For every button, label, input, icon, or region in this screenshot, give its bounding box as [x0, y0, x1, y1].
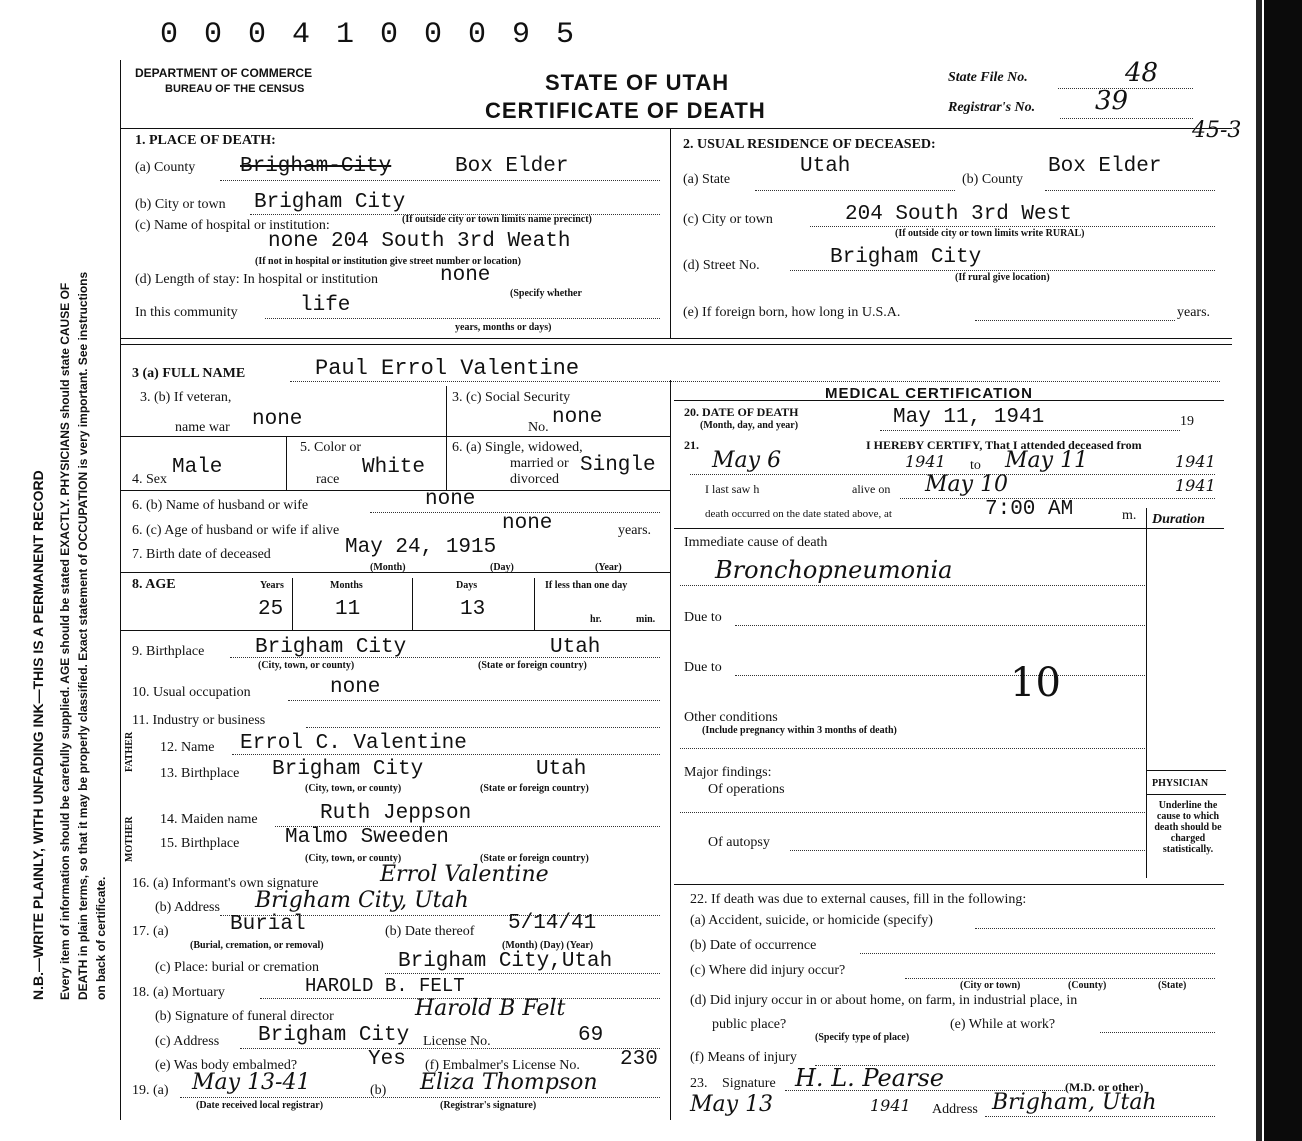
registrar-no-value: 39: [1095, 86, 1129, 116]
lastsaw-label: I last saw h: [705, 482, 760, 496]
burial-value: Burial: [230, 913, 306, 936]
mother-city-note: (City, town, or county): [305, 853, 402, 864]
scan-edge-dark: [1264, 0, 1302, 1141]
stay-value: none: [440, 264, 491, 287]
race-label: race: [316, 472, 340, 487]
father-name-value: Errol C. Valentine: [240, 732, 467, 755]
physician-address-value: Brigham, Utah: [992, 1090, 1157, 1115]
marital-label: 6. (a) Single, widowed,: [452, 440, 583, 455]
father-state-note: (State or foreign country): [480, 783, 589, 794]
external-causes-label: 22. If death was due to external causes, fill in the following:: [690, 892, 1027, 907]
hospital-note-2: (If not in hospital or institution give street number or location): [255, 256, 521, 267]
attend-from-year: 1941: [905, 452, 946, 471]
birthplace-state: Utah: [550, 636, 601, 659]
accident-label: (a) Accident, suicide, or homicide (specify): [690, 913, 933, 928]
signature-num: 23.: [690, 1076, 708, 1091]
physician-head: PHYSICIAN: [1152, 778, 1209, 789]
director-signature: Harold B Felt: [415, 996, 566, 1021]
embalmer-license-value: 230: [620, 1048, 658, 1071]
res-state-value: Utah: [800, 155, 851, 178]
veteran-label-2: name war: [175, 420, 230, 435]
margin-permanent-record: N.B.—WRITE PLAINLY, WITH UNFADING INK—THIS IS A PERMANENT RECORD: [30, 470, 46, 1000]
marital-label-2: married or: [510, 456, 569, 471]
res-city-note: (If outside city or town limits write RURAL): [895, 228, 1085, 239]
city-label: (b) City or town: [135, 197, 226, 212]
res-state-label: (a) State: [683, 172, 731, 187]
occurred-label: death occurred on the date stated above, at: [705, 508, 892, 520]
certificate-title: CERTIFICATE OF DEATH: [485, 98, 766, 123]
burial-date-note: (Month) (Day) (Year): [502, 940, 594, 951]
mother-birthplace-label: 15. Birthplace: [160, 836, 240, 851]
res-county-value: Box Elder: [1048, 155, 1162, 178]
age-months-head: Months: [330, 580, 363, 591]
birth-label: 7. Birth date of deceased: [132, 547, 271, 562]
mother-name-label: 14. Maiden name: [160, 812, 258, 827]
immediate-cause-label: Immediate cause of death: [684, 535, 828, 550]
attend-to: May 11: [1005, 448, 1089, 473]
due-to-mark: 10: [1010, 660, 1061, 706]
work-label: (e) While at work?: [950, 1017, 1056, 1032]
public-label: public place?: [712, 1017, 787, 1032]
birthplace-city-note: (City, town, or county): [258, 660, 355, 671]
city-value: Brigham City: [254, 191, 406, 214]
father-birthplace-city: Brigham City: [272, 758, 424, 781]
specify-note: (Specify whether: [510, 288, 582, 299]
state-title: STATE OF UTAH: [545, 70, 730, 95]
stay-label: (d) Length of stay: In hospital or institution: [135, 272, 379, 287]
color-label: 5. Color or: [300, 440, 362, 455]
hospital-label: (c) Name of hospital or institution:: [135, 218, 330, 233]
age-min: min.: [636, 614, 656, 625]
attend-from: May 6: [712, 448, 782, 473]
spouse-label: 6. (b) Name of husband or wife: [132, 498, 309, 513]
burial-place-label: (c) Place: burial or cremation: [155, 960, 320, 975]
death-date-19: 19: [1180, 414, 1194, 429]
mortuary-value: HAROLD B. FELT: [305, 975, 465, 997]
md-note: (M.D. or other): [1065, 1080, 1144, 1094]
res-city-label: (c) City or town: [683, 212, 773, 227]
age-less-head: If less than one day: [545, 580, 628, 591]
community-value: life: [300, 294, 351, 317]
informant-address-label: (b) Address: [155, 900, 220, 915]
ss-label-2: No.: [528, 420, 549, 435]
burial-note: (Burial, cremation, or removal): [190, 940, 324, 951]
birthplace-state-note: (State or foreign country): [478, 660, 587, 671]
signature-label: Signature: [722, 1076, 776, 1091]
foreign-label: (e) If foreign born, how long in U.S.A.: [683, 305, 901, 320]
mortuary-address-value: Brigham City: [258, 1024, 410, 1047]
county-value: Box Elder: [455, 155, 569, 178]
serial-number: 0 0 0 4 1 0 0 0 9 5: [160, 18, 579, 52]
spouse-age-value: none: [502, 512, 553, 535]
hospital-value: none 204 South 3rd Weath: [268, 230, 571, 253]
birth-month-note: (Month): [370, 562, 406, 573]
registrar-note: (Registrar's signature): [440, 1100, 537, 1111]
age-months-value: 11: [335, 598, 361, 621]
ymd-note: years, months or days): [455, 322, 552, 333]
mortuary-address-label: (c) Address: [155, 1034, 220, 1049]
physician-note: Underline the cause to which death should be charged statistically.: [1154, 800, 1222, 855]
autopsy-label: Of autopsy: [708, 835, 770, 850]
mother-birthplace-value: Malmo Sweeden: [285, 826, 449, 849]
operations-label: Of operations: [708, 782, 785, 797]
hospital-note: (If outside city or town limits name precinct): [402, 214, 592, 225]
industry-label: 11. Industry or business: [132, 713, 266, 728]
burial-label: 17. (a): [132, 924, 169, 939]
attend-to-word: to: [970, 458, 981, 473]
lastsaw-year: 1941: [1175, 476, 1216, 495]
res-street-note: (If rural give location): [955, 272, 1050, 283]
mother-tag: MOTHER: [124, 816, 135, 862]
received-label: 19. (a): [132, 1083, 169, 1098]
father-city-note: (City, town, or county): [305, 783, 402, 794]
burial-date-value: 5/14/41: [508, 912, 597, 935]
physician-sig-year: 1941: [870, 1096, 911, 1115]
res-county-label: (b) County: [962, 172, 1024, 187]
foreign-years: years.: [1177, 305, 1211, 320]
major-findings-label: Major findings:: [684, 765, 772, 780]
embalmer-license-label: (f) Embalmer's License No.: [425, 1058, 580, 1073]
lastsaw-value: May 10: [925, 472, 1009, 497]
license-label: License No.: [423, 1034, 491, 1049]
father-tag: FATHER: [124, 731, 135, 772]
ss-label: 3. (c) Social Security: [452, 390, 571, 405]
res-city-value: 204 South 3rd West: [845, 203, 1072, 226]
physician-signature: H. L. Pearse: [795, 1064, 944, 1092]
margin-instructions-1: Every item of information should be carefully supplied. AGE should be stated EXACTLY. PHYSICIANS should state CAUSE OF: [58, 282, 72, 1000]
type-place-note: (Specify type of place): [815, 1032, 910, 1043]
death-date-label: 20. DATE OF DEATH: [684, 405, 799, 419]
dept-label: DEPARTMENT OF COMMERCE: [135, 66, 313, 80]
corner-mark: 45-3: [1192, 118, 1242, 143]
means-label: (f) Means of injury: [690, 1050, 797, 1065]
state-file-label: State File No.: [948, 70, 1028, 85]
age-days-value: 13: [460, 598, 486, 621]
death-date-value: May 11, 1941: [893, 406, 1045, 429]
certify-num: 21.: [684, 438, 699, 452]
marital-label-3: divorced: [510, 472, 559, 487]
due-to-1: Due to: [684, 610, 722, 625]
other-conditions-note: (Include pregnancy within 3 months of death): [702, 725, 897, 736]
certify-text: I HEREBY CERTIFY, That I attended deceased from: [866, 438, 1142, 452]
fullname-label: 3 (a) FULL NAME: [132, 366, 246, 381]
sex-value: Male: [172, 456, 223, 479]
birthplace-label: 9. Birthplace: [132, 644, 205, 659]
age-label: 8. AGE: [132, 577, 176, 592]
duration-head: Duration: [1152, 512, 1205, 527]
birth-year-note: (Year): [595, 562, 622, 573]
veteran-value: none: [252, 408, 303, 431]
mother-name-value: Ruth Jeppson: [320, 802, 472, 825]
registrar-sig-label: (b): [370, 1083, 387, 1098]
physician-address-label: Address: [932, 1102, 978, 1117]
fullname-value: Paul Errol Valentine: [315, 356, 580, 381]
veteran-label: 3. (b) If veteran,: [140, 390, 232, 405]
spouse-age-years: years.: [618, 523, 652, 538]
father-name-label: 12. Name: [160, 740, 215, 755]
res-street-value: Brigham City: [830, 246, 982, 269]
director-label: (b) Signature of funeral director: [155, 1009, 334, 1024]
county-label: (a) County: [135, 160, 196, 175]
informant-signature: Errol Valentine: [380, 862, 549, 887]
medical-title: MEDICAL CERTIFICATION: [825, 385, 1033, 402]
mother-state-note: (State or foreign country): [480, 853, 589, 864]
birth-value: May 24, 1915: [345, 536, 497, 559]
margin-instructions-2: DEATH in plain terms, so that it may be properly classified. Exact statement of OCCUPATION is very important. See instructions: [76, 271, 90, 1000]
state-file-value: 48: [1125, 58, 1159, 88]
race-value: White: [362, 456, 426, 479]
father-birthplace-state: Utah: [536, 758, 587, 781]
res-street-label: (d) Street No.: [683, 258, 760, 273]
community-label: In this community: [135, 305, 238, 320]
marital-value: Single: [580, 454, 656, 477]
margin-instructions-3: on back of certificate.: [94, 876, 108, 1000]
registrar-no-label: Registrar's No.: [948, 100, 1036, 115]
bureau-label: BUREAU OF THE CENSUS: [165, 83, 305, 95]
due-to-2: Due to: [684, 660, 722, 675]
home-label: (d) Did injury occur in or about home, on farm, in industrial place, in: [690, 993, 1078, 1008]
time-m: m.: [1122, 508, 1137, 523]
occupation-label: 10. Usual occupation: [132, 685, 251, 700]
age-hr: hr.: [590, 614, 602, 625]
license-value: 69: [578, 1024, 604, 1047]
place-of-death-label: 1. PLACE OF DEATH:: [135, 133, 276, 148]
attend-to-year: 1941: [1175, 452, 1216, 471]
birthplace-city: Brigham City: [255, 636, 407, 659]
injury-state-note: (State): [1158, 980, 1187, 991]
injury-city-note: (City or town): [960, 980, 1021, 991]
father-birthplace-label: 13. Birthplace: [160, 766, 240, 781]
death-date-note: (Month, day, and year): [700, 420, 799, 431]
age-years-value: 25: [258, 598, 284, 621]
burial-date-label: (b) Date thereof: [385, 924, 475, 939]
county-struck-value: Brigham-City: [240, 155, 392, 178]
received-note: (Date received local registrar): [196, 1100, 324, 1111]
occurrence-label: (b) Date of occurrence: [690, 938, 817, 953]
ss-value: none: [552, 406, 603, 429]
other-conditions-label: Other conditions: [684, 710, 778, 725]
mortuary-label: 18. (a) Mortuary: [132, 985, 225, 1000]
death-time-value: 7:00 AM: [985, 498, 1074, 521]
embalmed-label: (e) Was body embalmed?: [155, 1058, 298, 1073]
spouse-age-label: 6. (c) Age of husband or wife if alive: [132, 523, 340, 538]
burial-place-value: Brigham City,Utah: [398, 950, 613, 973]
birth-day-note: (Day): [490, 562, 514, 573]
informant-address-value: Brigham City, Utah: [255, 888, 469, 913]
injury-where-label: (c) Where did injury occur?: [690, 963, 846, 978]
age-days-head: Days: [456, 580, 478, 591]
injury-county-note: (County): [1068, 980, 1107, 991]
alive-on: alive on: [852, 482, 891, 496]
registrar-signature: Eliza Thompson: [420, 1070, 598, 1095]
spouse-value: none: [425, 488, 476, 511]
received-value: May 13-41: [192, 1070, 311, 1095]
age-years-head: Years: [260, 580, 284, 591]
occupation-value: none: [330, 676, 381, 699]
embalmed-value: Yes: [368, 1048, 406, 1071]
residence-label: 2. USUAL RESIDENCE OF DECEASED:: [683, 137, 936, 152]
sex-label: 4. Sex: [132, 472, 167, 487]
scan-edge: [1256, 0, 1262, 1141]
immediate-cause-value: Bronchopneumonia: [715, 556, 953, 584]
informant-label: 16. (a) Informant's own signature: [132, 876, 319, 891]
physician-sig-date: May 13: [690, 1092, 774, 1117]
